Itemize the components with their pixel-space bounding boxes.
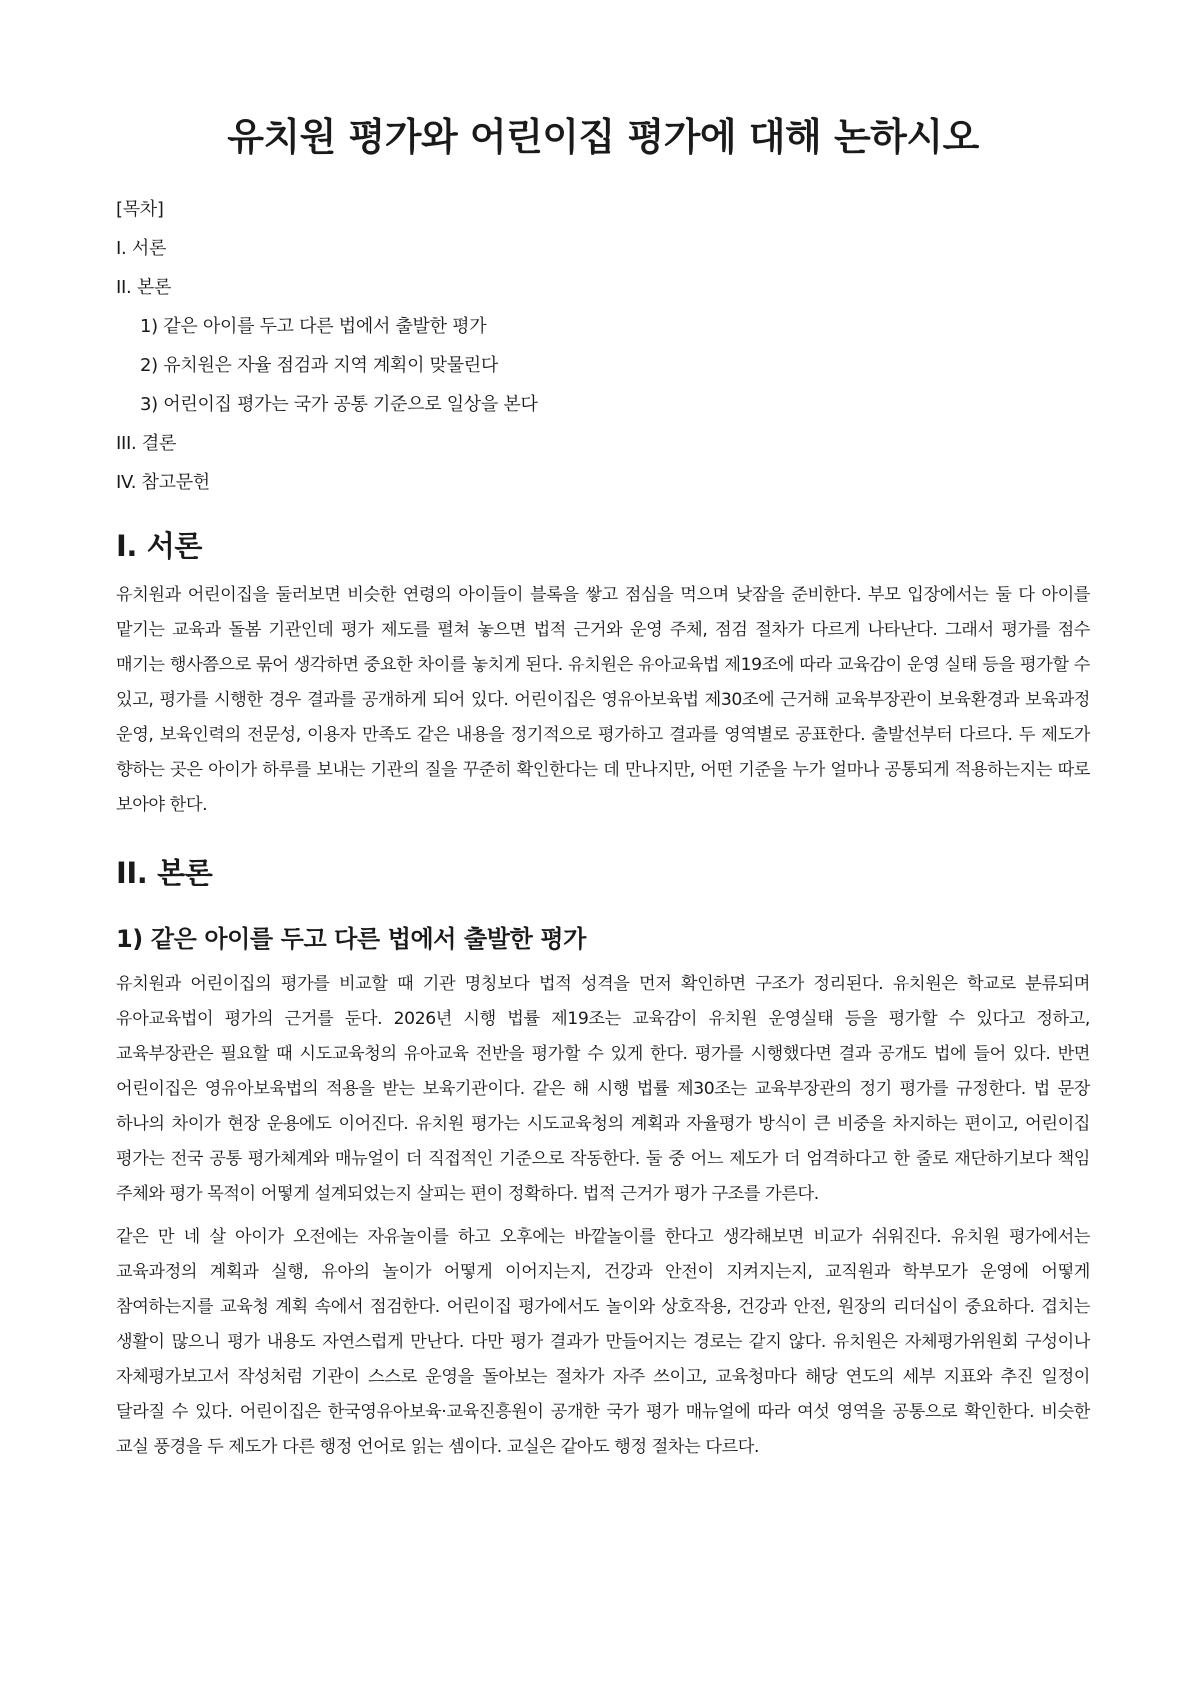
table-of-contents bbox=[116, 196, 1090, 496]
subsection-heading: 1) 같은 아이를 두고 다른 법에서 출발한 평가 bbox=[116, 925, 586, 953]
body-paragraph: 같은 만 네 살 아이가 오전에는 자유놀이를 하고 오후에는 바깥놀이를 한다고 생각해보면 비교가 쉬워진다. 유치원 평가에서는 교육과정의 계획과 실행, 유아의 놀이가 어떻게 이어지는지, 건강과 안전이 지켜지는지, 교직원과 학부모가 운영에 어떻게 참여하는지를 교육청 계획 속에서 점검한다. 어린이집 평가에서도 놀이와 상호작용, 건강과 안전, 원장의 리더십이 중요하다. 겹치는 생활이 많으니 평가 내용도 자연스럽게 만난다. 다만 평가 결과가 만들어지는 경로는 같지 않다. 유치원은 자체평가위원회 구성이나 자체평가보고서 작성처럼 기관이 스스로 운영을 돌아보는 절차가 자주 쓰이고, 교육청마다 해당 연도의 세부 지표와 추진 일정이 달라질 수 있다. 어린이집은 한국영유아보육·교육진흥원이 공개한 국가 평가 매뉴얼에 따라 여섯 영역을 공통으로 확인한다. 비슷한 교실 풍경을 두 제도가 다른 행정 언어로 읽는 셈이다. 교실은 같아도 행정 절차는 다르다. bbox=[116, 1227, 1090, 1457]
toc-subitem: 2) 유치원은 자율 점검과 지역 계획이 맞물린다 bbox=[140, 355, 498, 376]
toc-item: III. 결론 bbox=[116, 433, 177, 454]
body-paragraph: 유치원과 어린이집의 평가를 비교할 때 기관 명칭보다 법적 성격을 먼저 확인하면 구조가 정리된다. 유치원은 학교로 분류되며 유아교육법이 평가의 근거를 둔다. 2026년 시행 법률 제19조는 교육감이 유치원 운영실태 등을 평가할 수 있다고 정하고, 교육부장관은 필요할 때 시도교육청의 유아교육 전반을 평가할 수 있게 한다. 평가를 시행했다면 결과 공개도 법에 들어 있다. 반면 어린이집은 영유아보육법의 적용을 받는 보육기관이다. 같은 해 시행 법률 제30조는 교육부장관의 정기 평가를 규정한다. 법 문장 하나의 차이가 현장 운용에도 이어진다. 유치원 평가는 시도교육청의 계획과 자율평가 방식이 큰 비중을 차지하는 편이고, 어린이집 평가는 전국 공통 평가체계와 매뉴얼이 더 직접적인 기준으로 작동한다. 둘 중 어느 제도가 더 엄격하다고 한 줄로 재단하기보다 책임 주체와 평가 목적이 어떻게 설계되었는지 살피는 편이 정확하다. 법적 근거가 평가 구조를 가른다. bbox=[116, 974, 1090, 1204]
toc-item: II. 본론 bbox=[116, 277, 172, 298]
intro-paragraph: 유치원과 어린이집을 둘러보면 비슷한 연령의 아이들이 블록을 쌓고 점심을 먹으며 낮잠을 준비한다. 부모 입장에서는 둘 다 아이를 맡기는 교육과 돌봄 기관인데 평가 제도를 펼쳐 놓으면 법적 근거와 운영 주체, 점검 절차가 다르게 나타난다. 그래서 평가를 점수 매기는 행사쯤으로 묶어 생각하면 중요한 차이를 놓치게 된다. 유치원은 유아교육법 제19조에 따라 교육감이 운영 실태 등을 평가할 수 있고, 평가를 시행한 경우 결과를 공개하게 되어 있다. 어린이집은 영유아보육법 제30조에 근거해 교육부장관이 보육환경과 보육과정 운영, 보육인력의 전문성, 이용자 만족도 같은 내용을 정기적으로 평가하고 결과를 영역별로 공표한다. 출발선부터 다르다. 두 제도가 향하는 곳은 아이가 하루를 보내는 기관의 질을 꾸준히 확인한다는 데 만나지만, 어떤 기준을 누가 얼마나 공통되게 적용하는지는 따로 보아야 한다. bbox=[116, 585, 1090, 815]
toc-item: I. 서론 bbox=[116, 238, 167, 259]
toc-item: IV. 참고문헌 bbox=[116, 472, 210, 493]
toc-subitem: 1) 같은 아이를 두고 다른 법에서 출발한 평가 bbox=[140, 316, 487, 337]
toc-subitem: 3) 어린이집 평가는 국가 공통 기준으로 일상을 본다 bbox=[140, 394, 538, 415]
toc-heading: [목차] bbox=[116, 199, 164, 220]
document-title: 유치원 평가와 어린이집 평가에 대해 논하시오 bbox=[227, 115, 979, 159]
section-heading-intro: I. 서론 bbox=[116, 529, 202, 563]
section-heading-body: II. 본론 bbox=[116, 856, 213, 890]
